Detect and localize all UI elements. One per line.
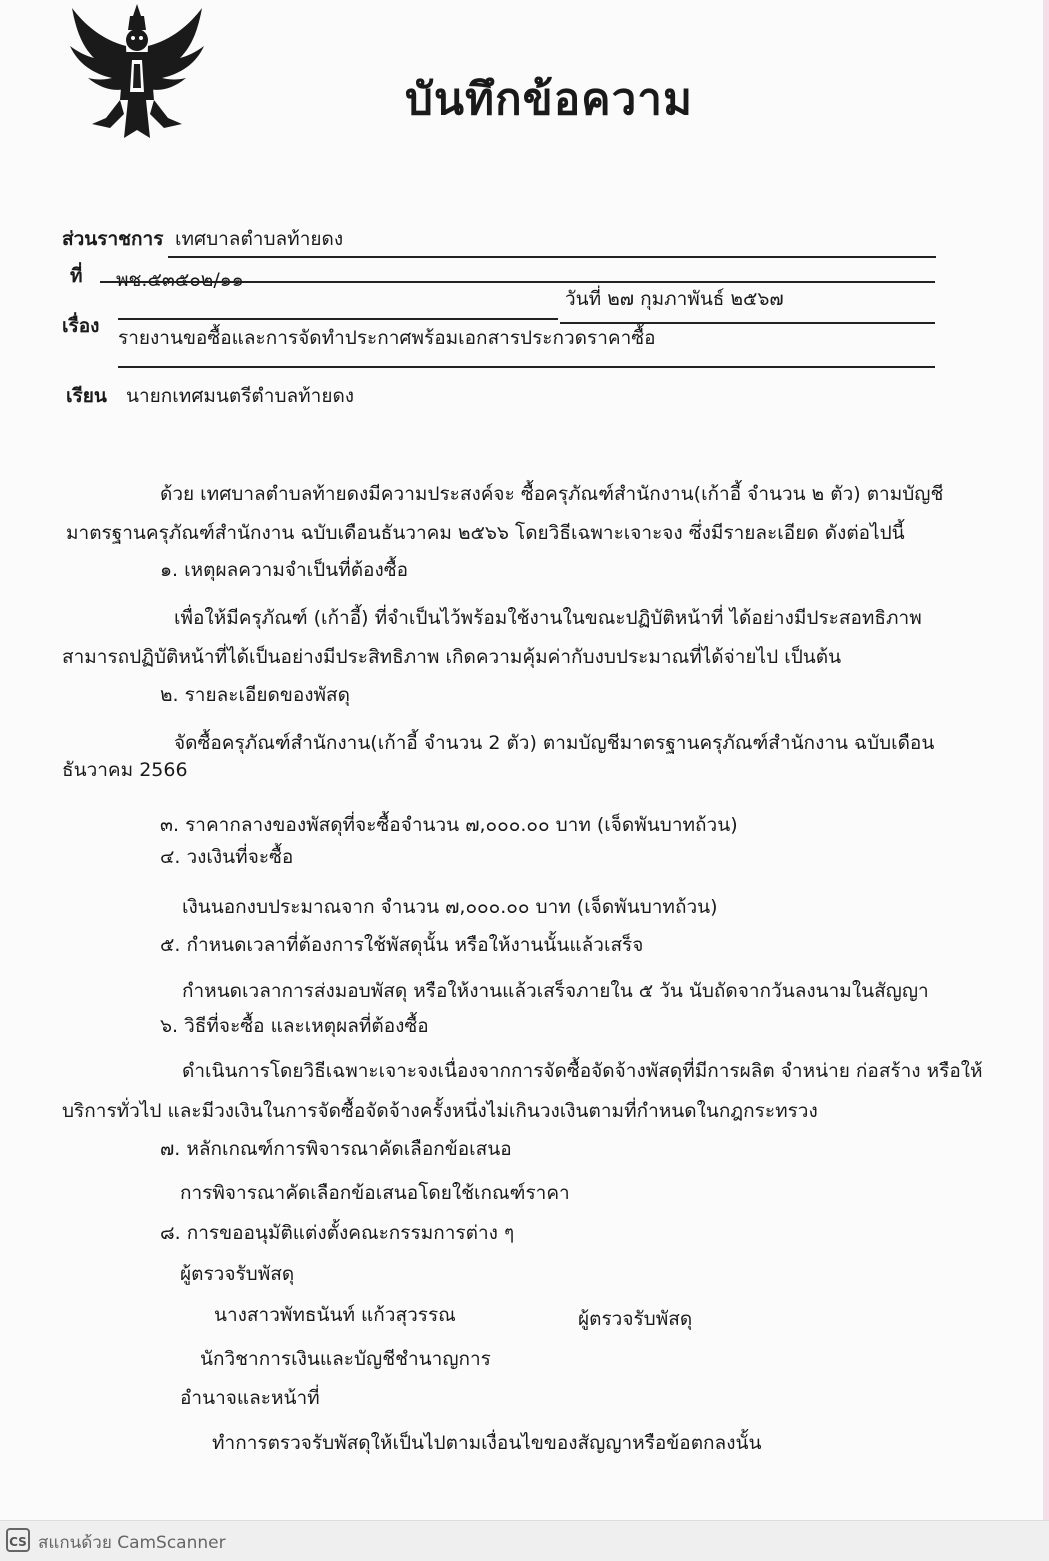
ref-underline [100,281,935,283]
camscanner-footer [0,1520,1049,1561]
intro-line-1: ด้วย เทศบาลตำบลท้ายดงมีความประสงค์จะ ซื้อครุภัณฑ์สำนักงาน(เก้าอี้ จำนวน ๒ ตัว) ตามบัญชี [160,483,944,505]
ref-number: พช.๕๓๕๐๒/๑๑ [116,269,244,291]
inspector-name: นางสาวพัทธนันท์ แก้วสุวรรณ [214,1304,456,1326]
subject-top-rule [118,318,558,320]
section-8-subheading: ผู้ตรวจรับพัสดุ [180,1263,295,1285]
ref-label: ที่ [70,265,83,287]
inspector-position: นักวิชาการเงินและบัญชีชำนาญการ [200,1348,491,1370]
section-7-line-1: การพิจารณาคัดเลือกข้อเสนอโดยใช้เกณฑ์ราคา [180,1182,570,1204]
duty-label: อำนาจและหน้าที่ [180,1387,320,1409]
section-1-line-2: สามารถปฏิบัติหน้าที่ได้เป็นอย่างมีประสิทธิภาพ เกิดความคุ้มค่ากับงบประมาณที่ได้จ่ายไป เป็นต้น [62,646,842,668]
date-underline [560,322,935,324]
page-edge [1043,0,1049,1520]
intro-line-2: มาตรฐานครุภัณฑ์สำนักงาน ฉบับเดือนธันวาคม ๒๕๖๖ โดยวิธีเฉพาะเจาะจง ซึ่งมีรายละเอียด ดังต่อไปนี้ [66,522,905,544]
agency-value: เทศบาลตำบลท้ายดง [175,228,344,250]
subject-value: รายงานขอซื้อและการจัดทำประกาศพร้อมเอกสารประกวดราคาซื้อ [118,327,656,349]
section-6-line-1: ดำเนินการโดยวิธีเฉพาะเจาะจงเนื่องจากการจัดซื้อจัดจ้างพัสดุที่มีการผลิต จำหน่าย ก่อสร้าง หรือให้ [182,1060,983,1082]
section-2-line-2: ธันวาคม 2566 [62,759,188,781]
salutation-label: เรียน [66,385,107,407]
section-1-heading: ๑. เหตุผลความจำเป็นที่ต้องซื้อ [160,559,409,581]
subject-label: เรื่อง [62,315,100,337]
section-5-line-1: กำหนดเวลาการส่งมอบพัสดุ หรือให้งานแล้วเสร็จภายใน ๕ วัน นับถัดจากวันลงนามในสัญญา [182,980,929,1002]
garuda-emblem-icon [62,0,212,150]
agency-underline [168,256,936,258]
camscanner-logo-icon: CS [6,1528,30,1552]
section-2-heading: ๒. รายละเอียดของพัสดุ [160,684,350,706]
page-title: บันทึกข้อความ [405,74,694,125]
section-6-heading: ๖. วิธีที่จะซื้อ และเหตุผลที่ต้องซื้อ [160,1015,429,1037]
section-4-heading: ๔. วงเงินที่จะซื้อ [160,846,294,868]
subject-underline [118,366,935,368]
section-6-line-2: บริการทั่วไป และมีวงเงินในการจัดซื้อจัดจ้างครั้งหนึ่งไม่เกินวงเงินตามที่กำหนดในกฎกระทรวง [62,1100,818,1122]
section-5-heading: ๕. กำหนดเวลาที่ต้องการใช้พัสดุนั้น หรือให้งานนั้นแล้วเสร็จ [160,934,644,956]
inspector-role: ผู้ตรวจรับพัสดุ [578,1308,693,1330]
section-8-heading: ๘. การขออนุมัติแต่งตั้งคณะกรรมการต่าง ๆ [160,1222,515,1244]
section-2-line-1: จัดซื้อครุภัณฑ์สำนักงาน(เก้าอี้ จำนวน 2 ตัว) ตามบัญชีมาตรฐานครุภัณฑ์สำนักงาน ฉบับเดือน [174,732,935,754]
duty-text: ทำการตรวจรับพัสดุให้เป็นไปตามเงื่อนไขของสัญญาหรือข้อตกลงนั้น [212,1432,762,1454]
date-text: วันที่ ๒๗ กุมภาพันธ์ ๒๕๖๗ [565,288,784,310]
section-4-line-1: เงินนอกงบประมาณจาก จำนวน ๗,๐๐๐.๐๐ บาท (เจ็ดพันบาทถ้วน) [182,896,718,918]
salutation-value: นายกเทศมนตรีตำบลท้ายดง [126,385,355,407]
camscanner-text: สแกนด้วย CamScanner [38,1533,226,1553]
section-7-heading: ๗. หลักเกณฑ์การพิจารณาคัดเลือกข้อเสนอ [160,1138,512,1160]
agency-label: ส่วนราชการ [62,228,164,250]
section-1-line-1: เพื่อให้มีครุภัณฑ์ (เก้าอี้) ที่จำเป็นไว้พร้อมใช้งานในขณะปฏิบัติหน้าที่ ได้อย่างมีประสอทธิภาพ [174,607,922,629]
section-3-heading: ๓. ราคากลางของพัสดุที่จะซื้อจำนวน ๗,๐๐๐.๐๐ บาท (เจ็ดพันบาทถ้วน) [160,814,738,836]
